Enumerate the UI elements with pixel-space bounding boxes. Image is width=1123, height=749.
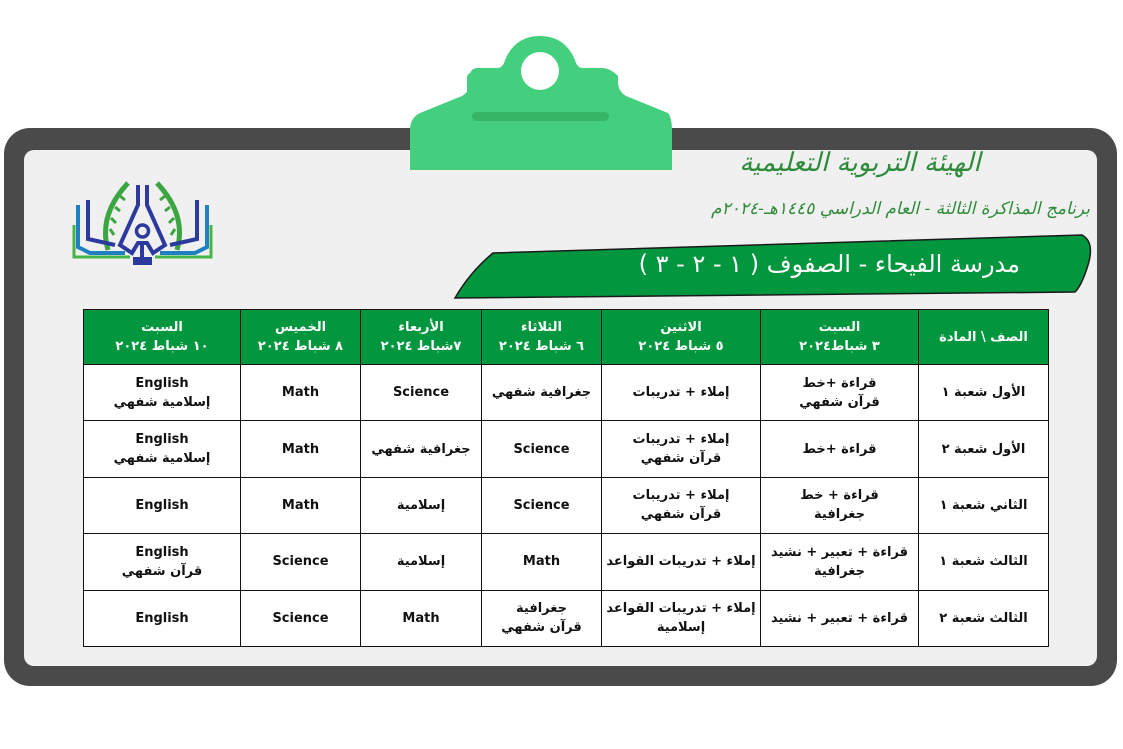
corner-header: الصف \ المادة bbox=[919, 310, 1049, 365]
column-header: الثلاثاء ٦ شباط ٢٠٢٤ bbox=[482, 310, 602, 365]
table-cell: Math bbox=[241, 477, 361, 533]
table-cell: English إسلامية شفهي bbox=[84, 421, 241, 477]
table-cell: إملاء + تدريبات القواعد bbox=[602, 534, 761, 590]
table-cell: قراءة + تعبير + نشيد bbox=[761, 590, 919, 646]
table-cell: قراءة + خط جغرافية bbox=[761, 477, 919, 533]
table-row bbox=[84, 421, 1049, 477]
column-header: الاثنين ٥ شباط ٢٠٢٤ bbox=[602, 310, 761, 365]
organization-logo bbox=[70, 165, 215, 265]
organization-title: الهيئة التربوية التعليمية bbox=[739, 148, 981, 178]
class-label: الثاني شعبة ١ bbox=[919, 477, 1049, 533]
column-header: السبت ٣ شباط٢٠٢٤ bbox=[761, 310, 919, 365]
program-subtitle: برنامج المذاكرة الثالثة - العام الدراسي ١٤٤٥هـ-٢٠٢٤م bbox=[711, 199, 1090, 219]
table-row bbox=[84, 534, 1049, 590]
table-cell: جغرافية قرآن شفهي bbox=[482, 590, 602, 646]
table-cell: Math bbox=[482, 534, 602, 590]
table-cell: Science bbox=[482, 477, 602, 533]
table-cell: إملاء + تدريبات قرآن شفهي bbox=[602, 421, 761, 477]
table-cell: قراءة +خط bbox=[761, 421, 919, 477]
table-cell: جغرافية شفهي bbox=[361, 421, 482, 477]
table-cell: قراءة + تعبير + نشيد جغرافية bbox=[761, 534, 919, 590]
class-label: الثالث شعبة ١ bbox=[919, 534, 1049, 590]
table-cell: Science bbox=[241, 590, 361, 646]
exam-schedule-table bbox=[83, 309, 1049, 647]
table-cell: إملاء + تدريبات قرآن شفهي bbox=[602, 477, 761, 533]
column-header: السبت ١٠ شباط ٢٠٢٤ bbox=[84, 310, 241, 365]
table-cell: Math bbox=[241, 421, 361, 477]
school-banner-text: مدرسة الفيحاء - الصفوف ( ١ - ٢ - ٣ ) bbox=[638, 250, 1020, 278]
table-row bbox=[84, 365, 1049, 421]
table-cell: English قرآن شفهي bbox=[84, 534, 241, 590]
table-cell: إملاء + تدريبات bbox=[602, 365, 761, 421]
class-label: الأول شعبة ٢ bbox=[919, 421, 1049, 477]
table-cell: English إسلامية شفهي bbox=[84, 365, 241, 421]
table-cell: إسلامية bbox=[361, 477, 482, 533]
table-cell: إسلامية bbox=[361, 534, 482, 590]
table-cell: Science bbox=[361, 365, 482, 421]
column-header: الأربعاء ٧شباط ٢٠٢٤ bbox=[361, 310, 482, 365]
table-cell: إملاء + تدريبات القواعد إسلامية bbox=[602, 590, 761, 646]
class-label: الثالث شعبة ٢ bbox=[919, 590, 1049, 646]
class-label: الأول شعبة ١ bbox=[919, 365, 1049, 421]
table-header-row bbox=[84, 310, 1049, 365]
table-cell: English bbox=[84, 477, 241, 533]
table-cell: جغرافية شفهي bbox=[482, 365, 602, 421]
table-cell: Science bbox=[241, 534, 361, 590]
table-cell: Math bbox=[241, 365, 361, 421]
table-cell: English bbox=[84, 590, 241, 646]
table-cell: Science bbox=[482, 421, 602, 477]
table-cell: قراءة +خط قرآن شفهي bbox=[761, 365, 919, 421]
table-cell: Math bbox=[361, 590, 482, 646]
table-row bbox=[84, 590, 1049, 646]
table-row bbox=[84, 477, 1049, 533]
column-header: الخميس ٨ شباط ٢٠٢٤ bbox=[241, 310, 361, 365]
